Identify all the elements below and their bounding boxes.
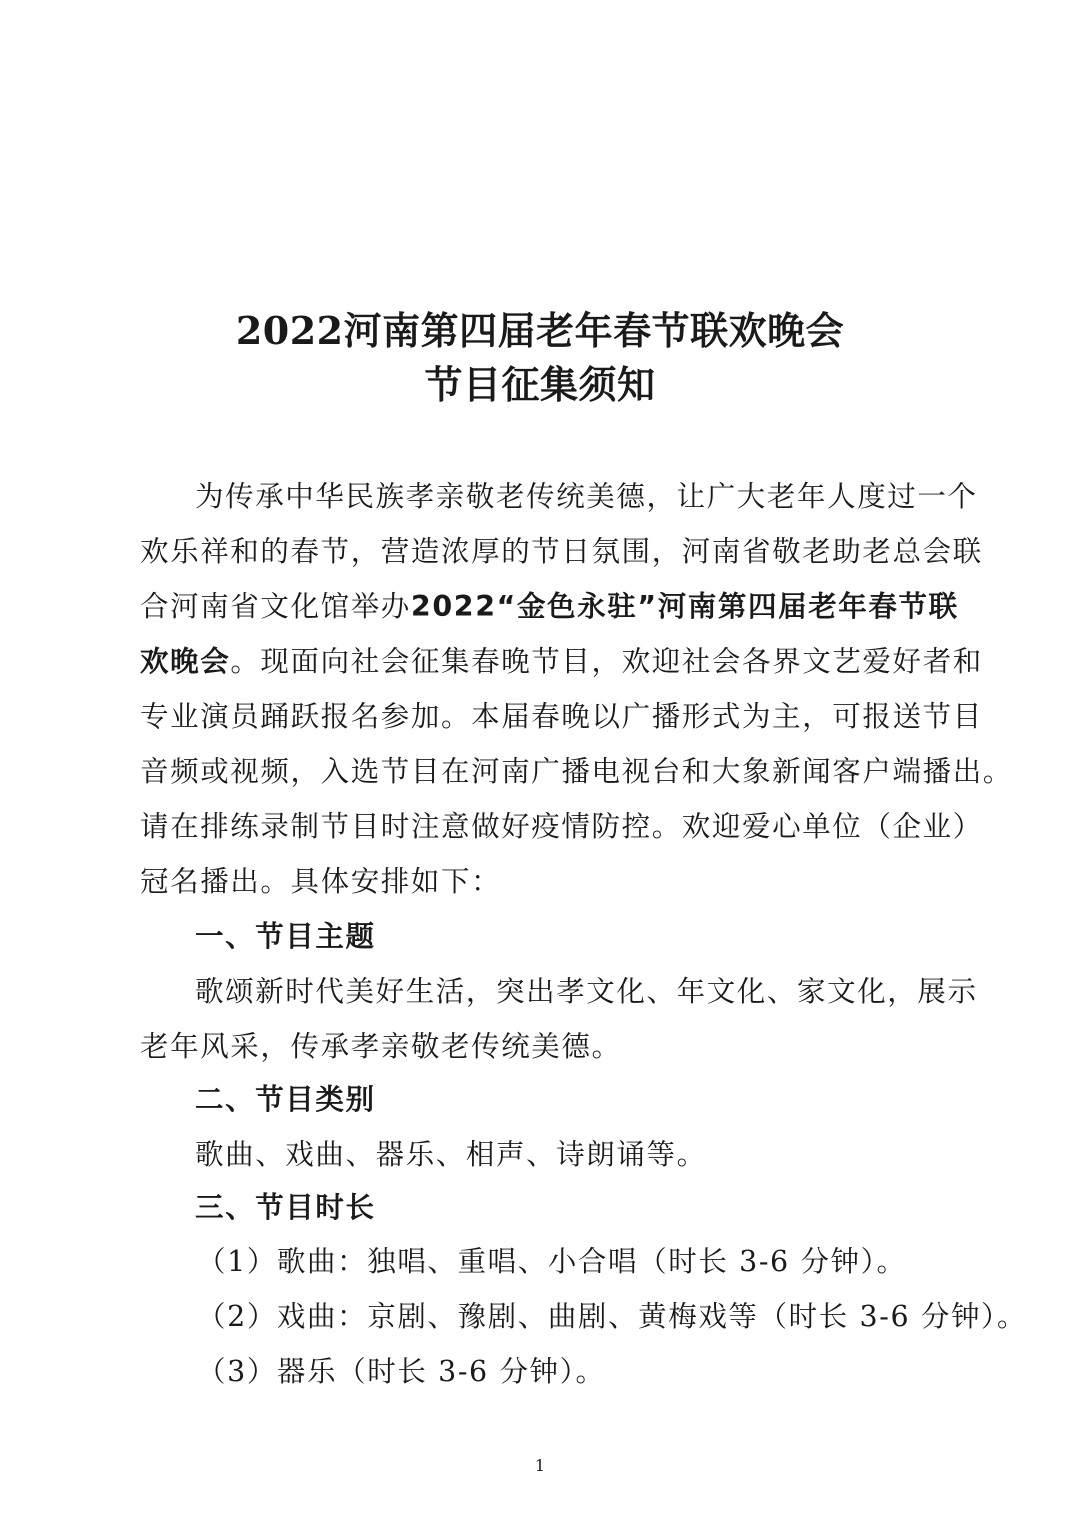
- page-number: 1: [534, 1456, 546, 1475]
- event-name-bold: 2022“金色永驻”河南第四届老年春节联: [410, 590, 959, 623]
- document-title-line-2: 节目征集须知: [424, 362, 656, 407]
- intro-paragraph-line-4: [140, 645, 983, 678]
- event-name-bold-continued: 欢晚会: [140, 645, 231, 678]
- intro-paragraph-line-7: 请在排练录制节目时注意做好疫情防控。欢迎爱心单位（企业）: [140, 810, 983, 843]
- intro-paragraph-line-1: 为传承中华民族孝亲敬老传统美德，让广大老年人度过一个: [195, 480, 978, 513]
- theme-text-line-1: 歌颂新时代美好生活，突出孝文化、年文化、家文化，展示: [195, 975, 978, 1008]
- section-heading-duration: 三、节目时长: [195, 1191, 376, 1224]
- intro-paragraph-line-6: 音频或视频，入选节目在河南广播电视台和大象新闻客户端播出。: [140, 755, 1013, 788]
- section-heading-theme: 一、节目主题: [195, 920, 376, 953]
- theme-text-line-2: 老年风采，传承孝亲敬老传统美德。: [140, 1030, 622, 1063]
- intro-paragraph-line-3: [140, 590, 959, 623]
- duration-item-3: （3）器乐（时长 3-6 分钟）。: [197, 1355, 606, 1388]
- intro-paragraph-line-8: 冠名播出。具体安排如下：: [140, 865, 502, 898]
- duration-item-2: （2）戏曲：京剧、豫剧、曲剧、黄梅戏等（时长 3-6 分钟）。: [197, 1300, 1027, 1333]
- intro-line-3-text: 合河南省文化馆举办: [140, 590, 411, 623]
- section-heading-category: 二、节目类别: [195, 1083, 376, 1116]
- intro-line-4-text: 。现面向社会征集春晚节目，欢迎社会各界文艺爱好者和: [230, 645, 983, 678]
- category-text: 歌曲、戏曲、器乐、相声、诗朗诵等。: [195, 1138, 707, 1171]
- intro-paragraph-line-2: 欢乐祥和的春节，营造浓厚的节日氛围，河南省敬老助老总会联: [140, 535, 983, 568]
- intro-paragraph-line-5: 专业演员踊跃报名参加。本届春晚以广播形式为主，可报送节目: [140, 700, 983, 733]
- duration-item-1: （1）歌曲：独唱、重唱、小合唱（时长 3-6 分钟）。: [197, 1245, 907, 1278]
- document-title-line-1: 2022河南第四届老年春节联欢晚会: [235, 308, 845, 353]
